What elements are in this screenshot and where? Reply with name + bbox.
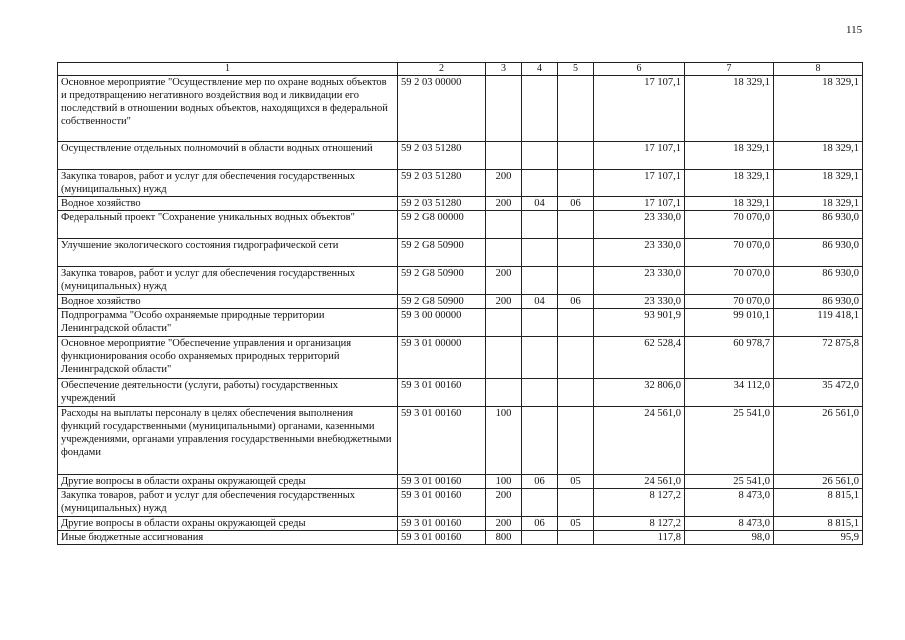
row-expense-type-cell	[486, 239, 522, 267]
row-section-cell	[522, 170, 558, 197]
row-subsection-cell	[558, 337, 594, 379]
row-value-col6-cell: 23 330,0	[594, 295, 685, 309]
table-row	[58, 309, 863, 337]
row-value-col6-cell: 23 330,0	[594, 267, 685, 295]
row-value-col6-cell: 17 107,1	[594, 197, 685, 211]
row-code-cell: 59 2 G8 50900	[398, 267, 486, 295]
row-subsection-cell: 06	[558, 295, 594, 309]
row-expense-type-cell: 800	[486, 531, 522, 545]
row-name-cell: Обеспечение деятельности (услуги, работы) государственных учреждений	[58, 379, 398, 407]
row-value-col8-cell: 18 329,1	[774, 170, 863, 197]
table-row	[58, 489, 863, 517]
row-subsection-cell	[558, 239, 594, 267]
row-value-col8-cell: 86 930,0	[774, 267, 863, 295]
row-section-cell	[522, 379, 558, 407]
row-expense-type-cell	[486, 211, 522, 239]
table-row	[58, 239, 863, 267]
header-row	[58, 63, 863, 76]
row-expense-type-cell: 200	[486, 267, 522, 295]
row-section-cell	[522, 211, 558, 239]
table-row	[58, 407, 863, 475]
row-value-col7-cell: 70 070,0	[685, 267, 774, 295]
row-section-cell	[522, 309, 558, 337]
row-value-col8-cell: 119 418,1	[774, 309, 863, 337]
row-value-col8-cell: 86 930,0	[774, 239, 863, 267]
header-col-8: 8	[774, 63, 863, 76]
row-code-cell: 59 3 01 00160	[398, 489, 486, 517]
header-col-1: 1	[58, 63, 398, 76]
row-value-col6-cell: 23 330,0	[594, 211, 685, 239]
row-name-cell: Основное мероприятие "Обеспечение управления и организация функционирования особо охраняемых природных территорий Ленинградской области"	[58, 337, 398, 379]
row-subsection-cell	[558, 142, 594, 170]
row-value-col8-cell: 72 875,8	[774, 337, 863, 379]
row-subsection-cell	[558, 531, 594, 545]
row-expense-type-cell	[486, 337, 522, 379]
row-name-cell: Закупка товаров, работ и услуг для обеспечения государственных (муниципальных) нужд	[58, 267, 398, 295]
row-subsection-cell: 05	[558, 475, 594, 489]
row-code-cell: 59 2 G8 50900	[398, 239, 486, 267]
row-expense-type-cell: 100	[486, 407, 522, 475]
row-name-cell: Осуществление отдельных полномочий в области водных отношений	[58, 142, 398, 170]
row-value-col6-cell: 17 107,1	[594, 142, 685, 170]
table-row	[58, 379, 863, 407]
row-value-col8-cell: 8 815,1	[774, 517, 863, 531]
row-section-cell	[522, 337, 558, 379]
row-subsection-cell: 05	[558, 517, 594, 531]
row-value-col6-cell: 62 528,4	[594, 337, 685, 379]
row-value-col7-cell: 99 010,1	[685, 309, 774, 337]
row-value-col6-cell: 23 330,0	[594, 239, 685, 267]
table-row	[58, 267, 863, 295]
row-value-col6-cell: 8 127,2	[594, 517, 685, 531]
row-subsection-cell	[558, 489, 594, 517]
row-value-col6-cell: 8 127,2	[594, 489, 685, 517]
table-row	[58, 475, 863, 489]
row-expense-type-cell	[486, 309, 522, 337]
row-value-col8-cell: 26 561,0	[774, 407, 863, 475]
header-col-3: 3	[486, 63, 522, 76]
row-name-cell: Водное хозяйство	[58, 197, 398, 211]
row-value-col6-cell: 32 806,0	[594, 379, 685, 407]
row-section-cell	[522, 142, 558, 170]
header-col-5: 5	[558, 63, 594, 76]
table-row	[58, 197, 863, 211]
row-name-cell: Водное хозяйство	[58, 295, 398, 309]
row-expense-type-cell: 200	[486, 517, 522, 531]
row-name-cell: Другие вопросы в области охраны окружающей среды	[58, 517, 398, 531]
row-subsection-cell	[558, 267, 594, 295]
row-subsection-cell	[558, 211, 594, 239]
row-value-col8-cell: 95,9	[774, 531, 863, 545]
row-expense-type-cell: 200	[486, 489, 522, 517]
row-subsection-cell	[558, 379, 594, 407]
row-value-col7-cell: 25 541,0	[685, 407, 774, 475]
row-subsection-cell	[558, 407, 594, 475]
row-value-col7-cell: 18 329,1	[685, 197, 774, 211]
row-value-col7-cell: 98,0	[685, 531, 774, 545]
row-section-cell: 04	[522, 295, 558, 309]
row-value-col8-cell: 26 561,0	[774, 475, 863, 489]
row-name-cell: Другие вопросы в области охраны окружающей среды	[58, 475, 398, 489]
row-section-cell	[522, 267, 558, 295]
row-expense-type-cell: 200	[486, 197, 522, 211]
row-value-col6-cell: 24 561,0	[594, 407, 685, 475]
row-value-col6-cell: 17 107,1	[594, 76, 685, 142]
row-code-cell: 59 2 03 00000	[398, 76, 486, 142]
row-name-cell: Закупка товаров, работ и услуг для обеспечения государственных (муниципальных) нужд	[58, 489, 398, 517]
table-row	[58, 517, 863, 531]
row-value-col7-cell: 18 329,1	[685, 142, 774, 170]
row-expense-type-cell: 200	[486, 170, 522, 197]
row-value-col7-cell: 8 473,0	[685, 489, 774, 517]
row-code-cell: 59 2 03 51280	[398, 142, 486, 170]
table-row	[58, 142, 863, 170]
row-section-cell: 06	[522, 517, 558, 531]
row-code-cell: 59 2 03 51280	[398, 197, 486, 211]
table-body	[58, 76, 863, 545]
row-expense-type-cell	[486, 76, 522, 142]
header-col-2: 2	[398, 63, 486, 76]
row-section-cell	[522, 76, 558, 142]
row-code-cell: 59 3 01 00160	[398, 531, 486, 545]
row-value-col7-cell: 25 541,0	[685, 475, 774, 489]
row-value-col8-cell: 18 329,1	[774, 197, 863, 211]
row-code-cell: 59 2 G8 00000	[398, 211, 486, 239]
row-subsection-cell	[558, 76, 594, 142]
row-expense-type-cell: 100	[486, 475, 522, 489]
row-subsection-cell: 06	[558, 197, 594, 211]
row-value-col7-cell: 8 473,0	[685, 517, 774, 531]
row-code-cell: 59 3 01 00160	[398, 517, 486, 531]
table-row	[58, 531, 863, 545]
row-value-col7-cell: 18 329,1	[685, 170, 774, 197]
row-code-cell: 59 3 01 00160	[398, 407, 486, 475]
row-value-col6-cell: 93 901,9	[594, 309, 685, 337]
row-name-cell: Основное мероприятие "Осуществление мер по охране водных объектов и предотвращению негативного воздействия вод и ликвидации его последствий в отношении водных объектов, находящихся в федеральной собственности"	[58, 76, 398, 142]
row-section-cell	[522, 407, 558, 475]
row-value-col8-cell: 18 329,1	[774, 76, 863, 142]
row-expense-type-cell: 200	[486, 295, 522, 309]
row-value-col7-cell: 70 070,0	[685, 295, 774, 309]
table-row	[58, 170, 863, 197]
header-col-4: 4	[522, 63, 558, 76]
row-value-col7-cell: 70 070,0	[685, 239, 774, 267]
row-section-cell	[522, 239, 558, 267]
row-value-col8-cell: 18 329,1	[774, 142, 863, 170]
row-section-cell	[522, 489, 558, 517]
row-value-col7-cell: 70 070,0	[685, 211, 774, 239]
row-code-cell: 59 3 01 00000	[398, 337, 486, 379]
row-code-cell: 59 3 01 00160	[398, 379, 486, 407]
row-name-cell: Улучшение экологического состояния гидрографической сети	[58, 239, 398, 267]
row-value-col8-cell: 35 472,0	[774, 379, 863, 407]
row-value-col6-cell: 117,8	[594, 531, 685, 545]
row-value-col7-cell: 18 329,1	[685, 76, 774, 142]
table-row	[58, 76, 863, 142]
row-code-cell: 59 3 00 00000	[398, 309, 486, 337]
row-section-cell: 04	[522, 197, 558, 211]
row-value-col7-cell: 34 112,0	[685, 379, 774, 407]
row-section-cell: 06	[522, 475, 558, 489]
table-row	[58, 337, 863, 379]
row-value-col8-cell: 86 930,0	[774, 211, 863, 239]
row-code-cell: 59 2 G8 50900	[398, 295, 486, 309]
row-value-col8-cell: 8 815,1	[774, 489, 863, 517]
row-expense-type-cell	[486, 142, 522, 170]
row-value-col6-cell: 17 107,1	[594, 170, 685, 197]
row-code-cell: 59 3 01 00160	[398, 475, 486, 489]
header-col-7: 7	[685, 63, 774, 76]
row-code-cell: 59 2 03 51280	[398, 170, 486, 197]
row-expense-type-cell	[486, 379, 522, 407]
row-name-cell: Федеральный проект "Сохранение уникальных водных объектов"	[58, 211, 398, 239]
row-name-cell: Закупка товаров, работ и услуг для обеспечения государственных (муниципальных) нужд	[58, 170, 398, 197]
row-name-cell: Подпрограмма "Особо охраняемые природные территории Ленинградской области"	[58, 309, 398, 337]
budget-table	[57, 62, 863, 545]
table-row	[58, 211, 863, 239]
page-number: 115	[846, 24, 863, 36]
row-value-col8-cell: 86 930,0	[774, 295, 863, 309]
header-col-6: 6	[594, 63, 685, 76]
row-section-cell	[522, 531, 558, 545]
row-subsection-cell	[558, 170, 594, 197]
row-value-col6-cell: 24 561,0	[594, 475, 685, 489]
row-value-col7-cell: 60 978,7	[685, 337, 774, 379]
table-row	[58, 295, 863, 309]
row-name-cell: Иные бюджетные ассигнования	[58, 531, 398, 545]
row-name-cell: Расходы на выплаты персоналу в целях обеспечения выполнения функций государственными (муниципальными) органами, казенными учреждениями, органами управления государственными внебюджетными фондами	[58, 407, 398, 475]
row-subsection-cell	[558, 309, 594, 337]
